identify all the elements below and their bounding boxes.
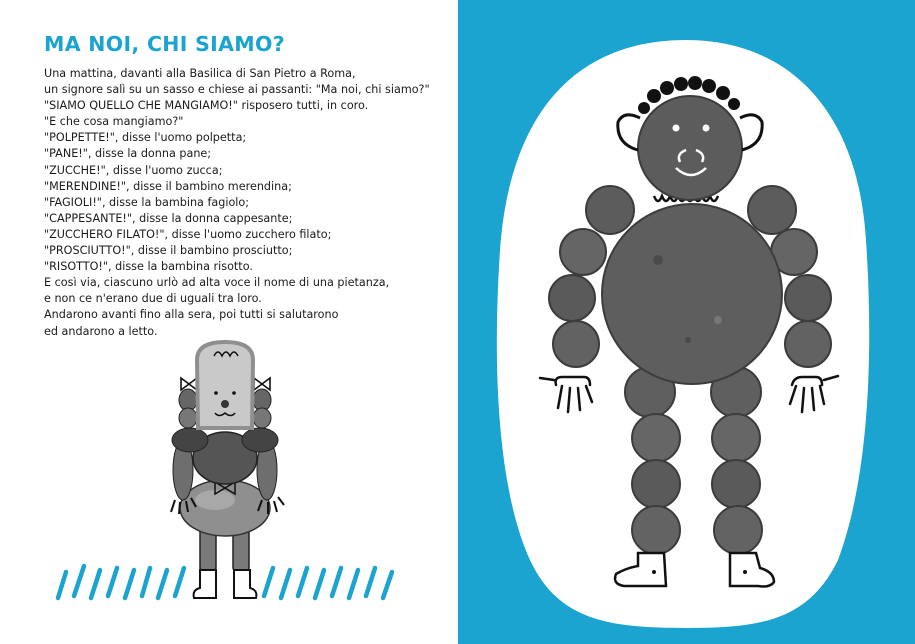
grass-mark xyxy=(142,568,150,596)
story-line: e non ce n'erano due di uguali tra loro. xyxy=(44,292,262,306)
grass-mark xyxy=(158,570,167,598)
grass-mark xyxy=(58,572,66,598)
hair-curl xyxy=(728,98,740,110)
meatball xyxy=(560,229,606,275)
meatball-body xyxy=(602,204,782,384)
story-line: "SIAMO QUELLO CHE MANGIAMO!" risposero tutti, in coro. xyxy=(44,99,369,113)
grass-mark xyxy=(175,568,184,596)
hair-curl xyxy=(688,76,702,90)
meatball-texture xyxy=(653,255,663,265)
bread-woman-shoulder xyxy=(172,428,208,452)
story-line: Andarono avanti fino alla sera, poi tutti si salutarono xyxy=(44,308,339,322)
story-line: un signore salì su un sasso e chiese ai passanti: "Ma noi, chi siamo?" xyxy=(44,83,430,97)
bread-woman-head xyxy=(197,342,253,428)
hair-curl xyxy=(702,79,716,93)
bread-woman-braid xyxy=(253,408,271,428)
story-line: "ZUCCHERO FILATO!", disse l'uomo zucchero filato; xyxy=(44,227,332,241)
page-title: MA NOI, CHI SIAMO? xyxy=(44,32,285,56)
meatball xyxy=(712,460,760,508)
eye-icon xyxy=(703,125,710,132)
right-page xyxy=(458,0,915,644)
story-line: "PROSCIUTTO!", disse il bambino prosciutto; xyxy=(44,244,293,258)
story-line: "CAPPESANTE!", disse la donna cappesante; xyxy=(44,211,293,225)
grass-mark xyxy=(332,568,341,596)
bread-woman-boot xyxy=(234,570,256,598)
meatball-texture xyxy=(685,337,691,343)
meatball xyxy=(712,414,760,462)
meatball xyxy=(632,460,680,508)
shoe-button-icon xyxy=(652,570,656,574)
grass-mark xyxy=(366,568,375,596)
grass-mark xyxy=(298,568,307,596)
meatball-head xyxy=(638,96,742,200)
story-line: "E che cosa mangiamo?" xyxy=(44,115,184,129)
hair-curl xyxy=(716,86,730,100)
bread-woman-boot xyxy=(194,570,216,598)
grass-mark xyxy=(264,568,273,596)
hair-curl xyxy=(647,89,661,103)
grass-marks xyxy=(58,566,392,598)
story-line: "FAGIOLI!", disse la bambina fagiolo; xyxy=(44,195,250,209)
story-line: ed andarono a letto. xyxy=(44,324,158,338)
bow-icon xyxy=(254,378,270,390)
bread-woman xyxy=(171,342,284,598)
bread-woman-shoulder xyxy=(242,428,278,452)
grass-mark xyxy=(383,572,392,598)
story-line: "POLPETTE!", disse l'uomo polpetta; xyxy=(44,131,247,145)
grass-mark xyxy=(125,570,134,598)
meatball xyxy=(549,275,595,321)
shoe-button-icon xyxy=(743,570,747,574)
grass-mark xyxy=(349,570,358,598)
story-line: "PANE!", disse la donna pane; xyxy=(44,147,212,161)
eye-icon xyxy=(673,125,680,132)
bow-icon xyxy=(181,378,197,390)
story-line: "ZUCCHE!", disse l'uomo zucca; xyxy=(44,163,223,177)
grass-mark xyxy=(91,570,100,598)
story-line: Una mattina, davanti alla Basilica di San Pietro a Roma, xyxy=(44,67,356,80)
grass-mark xyxy=(281,570,290,598)
hair-curl xyxy=(674,77,688,91)
meatball xyxy=(632,506,680,554)
grass-mark xyxy=(108,568,117,596)
meatball xyxy=(632,414,680,462)
hair-curl xyxy=(660,81,674,95)
story-line: E così via, ciascuno urlò ad alta voce il nome di una pietanza, xyxy=(44,276,390,290)
grass-mark xyxy=(315,570,324,598)
meatball xyxy=(748,186,796,234)
meatball xyxy=(785,321,831,367)
nose-icon xyxy=(221,400,229,408)
meatball xyxy=(553,321,599,367)
grass-mark xyxy=(74,566,84,596)
meatball-texture xyxy=(714,316,722,324)
story-line: "RISOTTO!", disse la bambina risotto. xyxy=(44,260,253,274)
meatball xyxy=(586,186,634,234)
story-line: "MERENDINE!", disse il bambino merendina; xyxy=(44,179,292,193)
bread-woman-braid xyxy=(179,408,197,428)
meatball xyxy=(785,275,831,321)
eye-icon xyxy=(232,391,236,395)
meatball xyxy=(714,506,762,554)
meatball-man-illustration xyxy=(458,0,915,644)
hair-curl xyxy=(638,102,650,114)
eye-icon xyxy=(214,391,218,395)
